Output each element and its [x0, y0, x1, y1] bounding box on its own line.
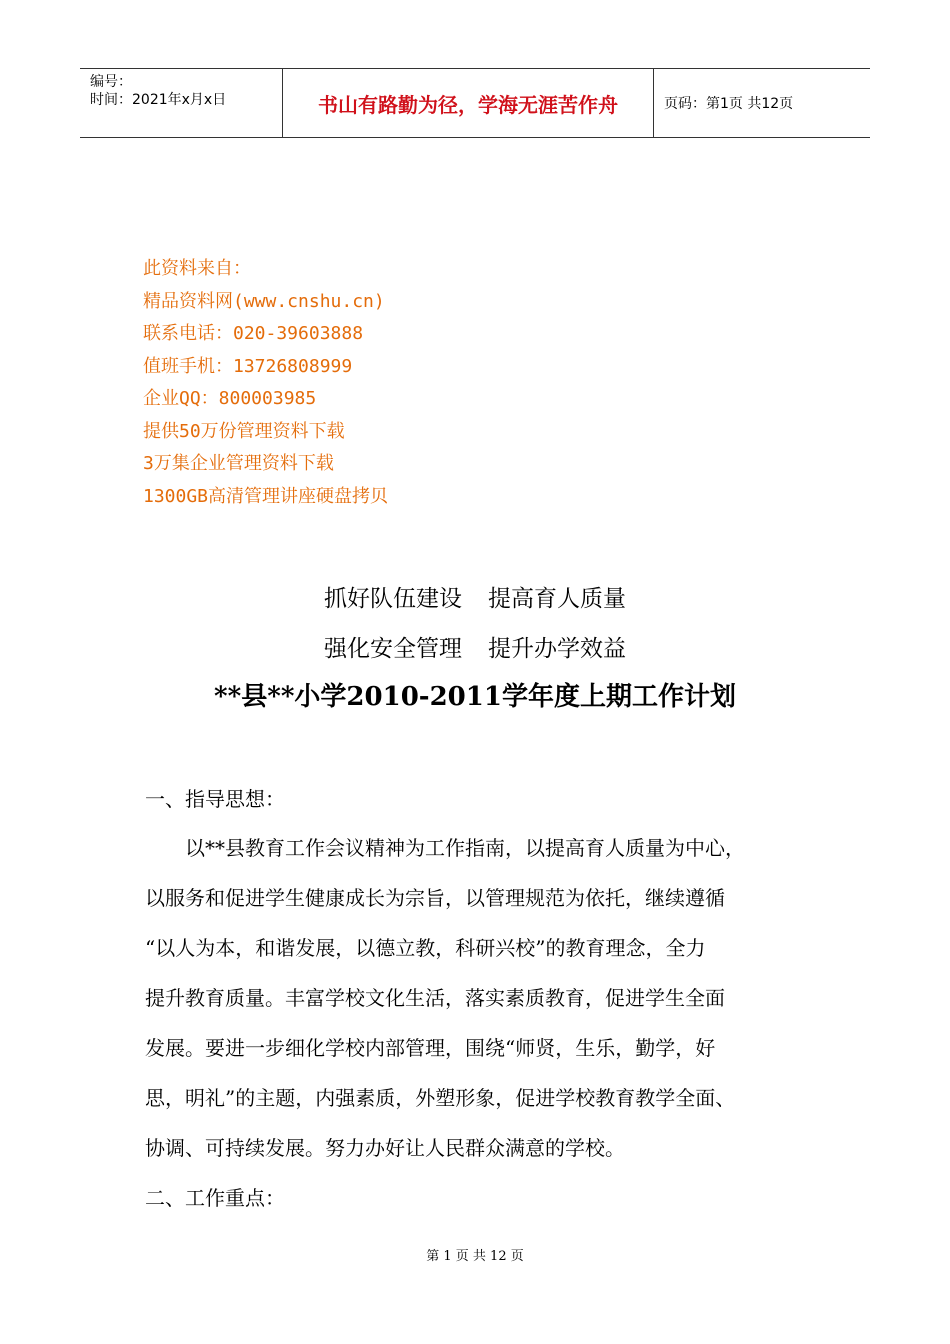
- source-line: 值班手机：13726808999: [143, 355, 353, 377]
- page-header-table: [80, 68, 870, 138]
- section1-body: [145, 823, 805, 1173]
- slogan-2b: 提升办学效益: [488, 636, 626, 662]
- paragraph-line: 发展。要进一步细化学校内部管理，围绕“师贤，生乐，勤学，好: [145, 1036, 716, 1060]
- header-page-info: 页码：第1页 共12页: [664, 96, 794, 112]
- page-footer: 第 1 页 共 12 页: [426, 1249, 524, 1264]
- source-line: 精品资料网(www.cnshu.cn): [143, 290, 385, 312]
- source-line: 3万集企业管理资料下载: [143, 453, 334, 474]
- source-line: 提供50万份管理资料下载: [143, 420, 345, 442]
- doc-time-label: 时间：2021年x月x日: [90, 92, 227, 108]
- paragraph-line: 以**县教育工作会议精神为工作指南，以提高育人质量为中心，: [145, 836, 745, 860]
- slogan-1a: 抓好队伍建设: [324, 586, 462, 612]
- document-title: **县**小学2010-2011学年度上期工作计划: [214, 682, 736, 712]
- source-line: 联系电话：020-39603888: [143, 323, 364, 344]
- paragraph-line: 以服务和促进学生健康成长为宗旨，以管理规范为依托，继续遵循: [145, 886, 725, 910]
- header-left-cell: [80, 69, 282, 137]
- paragraph-line: 协调、可持续发展。努力办好让人民群众满意的学校。: [145, 1136, 625, 1160]
- source-line: 此资料来自：: [143, 258, 251, 279]
- paragraph-line: 思，明礼”的主题，内强素质，外塑形象，促进学校教育教学全面、: [145, 1086, 736, 1110]
- section2-heading: 二、工作重点：: [145, 1186, 285, 1210]
- slogan-2a: 强化安全管理: [324, 636, 462, 662]
- paragraph-line: “以人为本，和谐发展，以德立教，科研兴校”的教育理念，全力: [145, 936, 706, 960]
- doc-number-label: 编号：: [90, 74, 132, 90]
- source-line: 企业QQ：800003985: [143, 388, 317, 409]
- header-motto: 书山有路勤为径，学海无涯苦作舟: [282, 69, 654, 137]
- slogan-line-1: [0, 580, 950, 613]
- paragraph-line: 提升教育质量。丰富学校文化生活，落实素质教育，促进学生全面: [145, 986, 725, 1010]
- source-info-block: [143, 253, 388, 513]
- source-line: 1300GB高清管理讲座硬盘拷贝: [143, 485, 389, 507]
- section1-heading: 一、指导思想：: [145, 787, 285, 811]
- slogan-1b: 提高育人质量: [488, 586, 626, 612]
- slogan-line-2: [0, 630, 950, 663]
